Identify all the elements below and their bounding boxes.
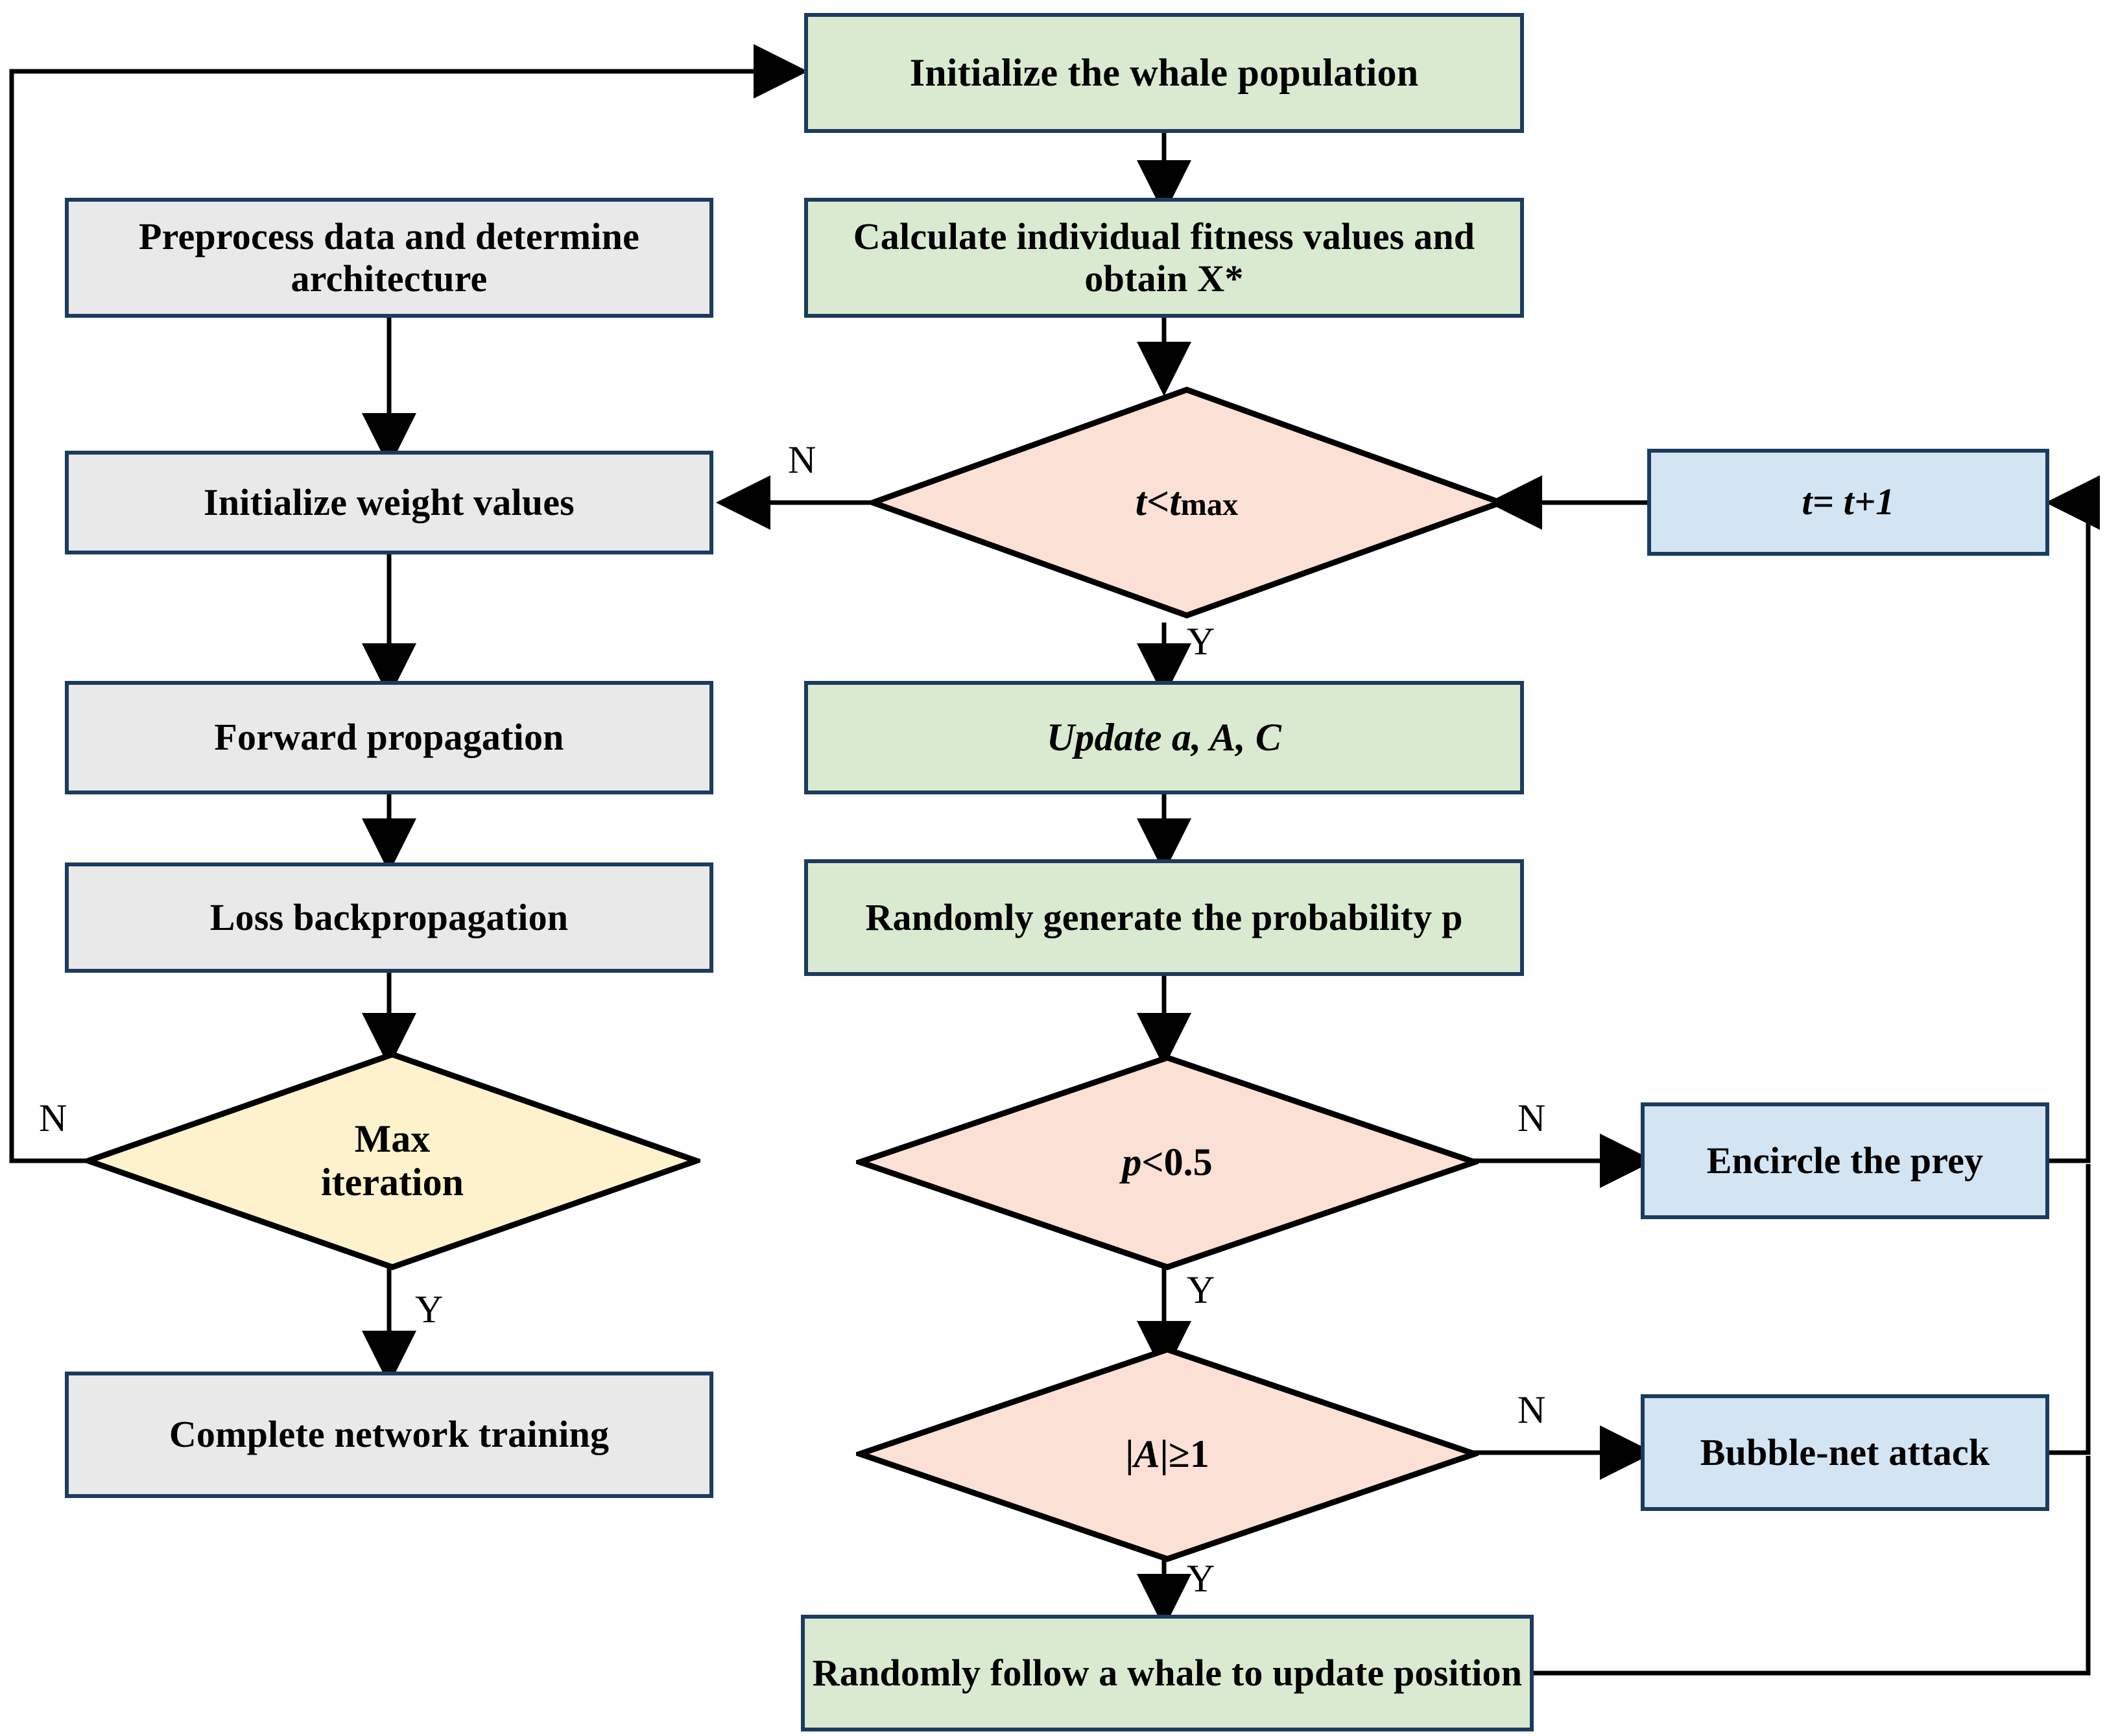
node-complete-training: Complete network training bbox=[65, 1372, 713, 1498]
node-initialize-weights: Initialize weight values bbox=[65, 451, 713, 554]
node-initialize-population: Initialize the whale population bbox=[804, 13, 1524, 133]
decision-t-less-tmax bbox=[869, 386, 1505, 619]
decision-a-threshold bbox=[856, 1346, 1479, 1563]
edge-label-a-yes: Y bbox=[1187, 1557, 1215, 1600]
edge-label-tmax-no: N bbox=[788, 438, 816, 481]
node-follow-whale: Randomly follow a whale to update position bbox=[801, 1615, 1534, 1731]
node-increment-t: t= t+1 bbox=[1647, 449, 2049, 556]
node-encircle-prey: Encircle the prey bbox=[1641, 1102, 2049, 1219]
edge-label-max-iteration-yes: Y bbox=[415, 1288, 444, 1331]
decision-p-threshold bbox=[856, 1054, 1479, 1271]
decision-label-a: |A|≥1 bbox=[1125, 1432, 1209, 1475]
node-calculate-fitness: Calculate individual fitness values and obtain X* bbox=[804, 198, 1524, 318]
decision-label-max-iteration: Max iteration bbox=[321, 1117, 464, 1204]
node-loss-backpropagation: Loss backpropagation bbox=[65, 862, 713, 973]
node-bubble-net-attack: Bubble-net attack bbox=[1641, 1394, 2049, 1511]
node-update-coefficients: Update a, A, C bbox=[804, 681, 1524, 794]
edge-label-p-yes: Y bbox=[1187, 1268, 1215, 1311]
node-random-probability: Randomly generate the probability p bbox=[804, 859, 1524, 976]
decision-label-p: p<0.5 bbox=[1122, 1140, 1213, 1183]
decision-label-t-tmax: t<tmax bbox=[1135, 480, 1239, 525]
edge-label-a-no: N bbox=[1517, 1388, 1546, 1431]
edge-label-max-iteration-no: N bbox=[39, 1097, 67, 1139]
edge-label-tmax-yes: Y bbox=[1187, 620, 1215, 663]
node-forward-propagation: Forward propagation bbox=[65, 681, 713, 794]
node-preprocess-data: Preprocess data and determine architecture bbox=[65, 198, 713, 318]
decision-max-iteration bbox=[84, 1051, 700, 1271]
edge-label-p-no: N bbox=[1517, 1097, 1546, 1139]
